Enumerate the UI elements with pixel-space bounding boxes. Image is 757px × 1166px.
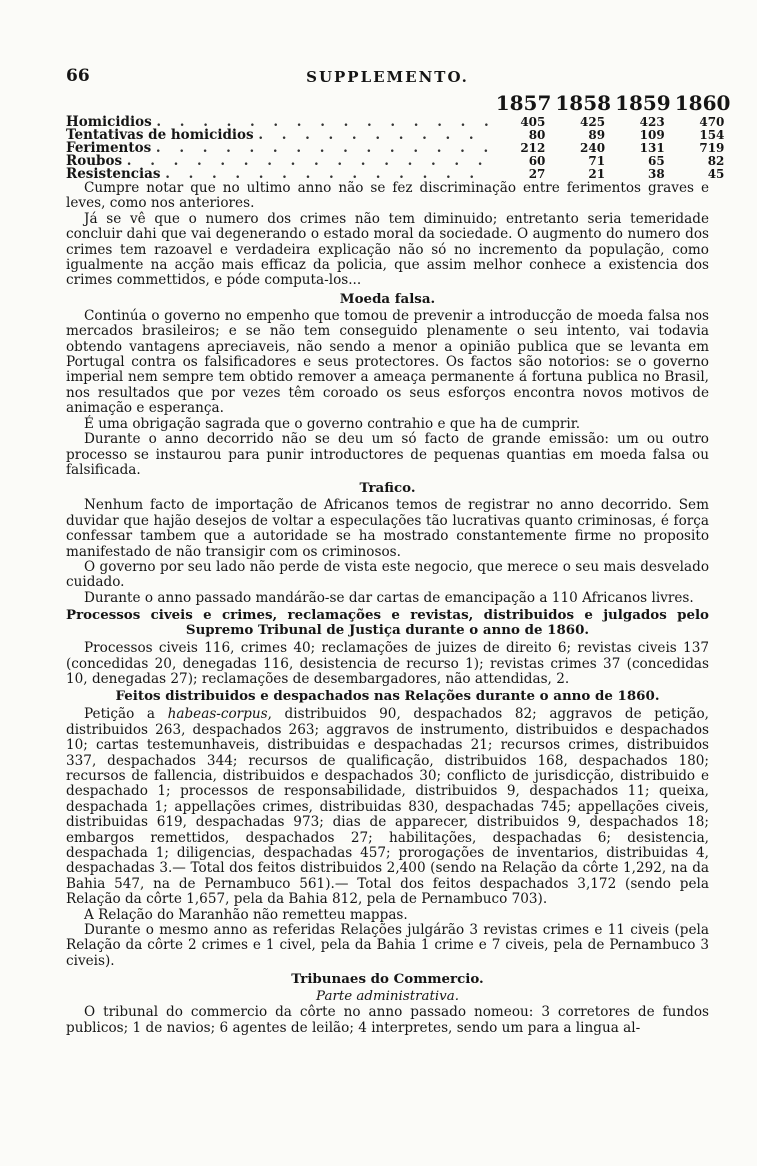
- section-subtitle: Parte administrativa.: [316, 989, 459, 1005]
- text-run-italic: habeas-corpus: [167, 706, 268, 723]
- table-cell: 719: [699, 141, 725, 155]
- section-title-feitos: Feitos distribuidos e despachados nas Relações durante o anno de 1860.: [115, 688, 660, 705]
- page-number: 66: [66, 66, 90, 86]
- section-title-tribunaes: Tribunaes do Commercio.: [291, 971, 484, 988]
- text-run: , distribuidos 90, despachados 82; aggravos de petição, distribuidos 263, despachados 263; aggravos de instrumento, distribuidos e despachados 10; cartas testemunhaveis, distribuidas e despachadas 21; recursos crimes, distribuidos 337, despachados 344; recursos de qualificação, distribuidos 168, despachados 180; recursos de fallencia, distribuidos e despachados 30; conflicto de jurisdicção, distribuido e despachado 1; processos de responsabilidade, distribuidos 9, despachados 11; queixa, despachada 1; appellações crimes, distribuidas 830, despachadas 745; appellações civeis, distribuidas 619, despachadas 973; dias de apparecer, distribuidos 9, despachados 18; embargos remettidos, despachados 27; habilitações, despachadas 6; desistencia, despachada 1; diligencias, despachadas 457; prorogações de inventarios, distribuidas 4, despachadas 3.— Total dos feitos distribuidos 2,400 (sendo na Relação da côrte 1,292, na da Bahia 547, na de Pernambuco 561).— Total dos feitos despachados 3,172 (sendo pela Relação da côrte 1,657, pela da Bahia 812, pela de Pernambuco 703).: [66, 706, 709, 908]
- table-cell: 425: [580, 115, 606, 129]
- table-row: Resistencias . . . . . . . . . . . . . . 27 21 38 45: [66, 168, 734, 181]
- paragraph: Durante o mesmo anno as referidas Relações julgárão 3 revistas crimes e 11 civeis (pela Relação da côrte 2 crimes e 1 civel, pela da Bahia 1 crime e 7 civeis, pela de Pernambuco 3 civeis).: [66, 922, 709, 969]
- table-row: Homicidios . . . . . . . . . . . . . . . 405 425 423 470: [66, 116, 734, 129]
- table-cell: 154: [699, 128, 725, 142]
- year-1858: 1858: [555, 91, 612, 115]
- table-cell: 423: [639, 115, 665, 129]
- table-row: Roubos . . . . . . . . . . . . . . . . 60 71 65 82: [66, 155, 734, 168]
- running-head: SUPPLEMENTO.: [306, 68, 469, 86]
- paragraph: Já se vê que o numero dos crimes não tem diminuido; entretanto seria temeridade concluir dahi que vai degenerando o estado moral da sociedade. O augmento do numero dos crimes tem razoavel e verdadeira explicação não só no incremento da população, como igualmente na acção mais efficaz da policia, que assim melhor conhece a existencia dos crimes commettidos, e póde computa-los...: [66, 210, 709, 289]
- table-cell: 38: [648, 167, 665, 181]
- paragraph: É uma obrigação sagrada que o governo contrahio e que ha de cumprir.: [84, 415, 581, 432]
- year-1860: 1860: [674, 91, 731, 115]
- table-row: Tentativas de homicidios . . . . . . . . . . 80 89 109 154: [66, 129, 734, 142]
- paragraph: A Relação do Maranhão não remetteu mappas.: [84, 906, 408, 923]
- table-cell: 60: [528, 154, 546, 168]
- paragraph: Durante o anno decorrido não se deu um só facto de grande emissão: um ou outro processo se instaurou para punir introductores de pequenas quantias em moeda falsa ou falsificada.: [66, 431, 709, 478]
- table-cell: 82: [707, 154, 725, 168]
- year-1859: 1859: [615, 91, 671, 115]
- section-title-line: Supremo Tribunal de Justiça durante o anno de 1860.: [185, 622, 590, 639]
- paragraph: Durante o anno passado mandárão-se dar cartas de emancipação a 110 Africanos livres.: [84, 589, 694, 606]
- table-cell: 65: [648, 154, 665, 168]
- page: [66, 62, 731, 1036]
- section-title-moeda-falsa: Moeda falsa.: [339, 290, 436, 307]
- section-title-processos: [66, 608, 709, 638]
- table-cell: 470: [699, 115, 725, 129]
- table-cell: 27: [528, 167, 546, 181]
- section-title-trafico: Trafico.: [359, 480, 416, 497]
- table-cell: 45: [707, 167, 725, 181]
- paragraph: Cumpre notar que no ultimo anno não se fez discriminação entre ferimentos graves e leves, como nos anteriores.: [66, 180, 709, 212]
- paragraph: O tribunal do commercio da côrte no anno passado nomeou: 3 corretores de fundos publicos; 1 de navios; 6 agentes de leilão; 4 interpretes, sendo um para a lingua al-: [66, 1004, 709, 1036]
- row-label: Resistencias: [66, 166, 161, 182]
- table-cell: 89: [588, 128, 606, 142]
- table-row: Ferimentos . . . . . . . . . . . . . . . 212 240 131 719: [66, 142, 734, 155]
- table-cell: 405: [520, 115, 546, 129]
- paragraph: Continúa o governo no empenho que tomou de prevenir a introducção de moeda falsa nos mercados brasileiros; e se não tem conseguido plenamente o seu intento, vai todavia obtendo vantagens apreciaveis, não sendo a menor a opinião publica que se levanta em Portugal contra os falsificadores e seus protectores. Os factos são notorios: se o governo imperial nem sempre tem obtido remover a ameaça permanente á fortuna publica no Brasil, nos resultados que por vezes têm coroado os seus esforços encontra novos motivos de animação e esperança.: [66, 307, 709, 417]
- paragraph: O governo por seu lado não perde de vista este negocio, que merece o seu mais desvelado cuidado.: [66, 558, 709, 591]
- paragraph: Nenhum facto de importação de Africanos temos de registrar no anno decorrido. Sem duvidar que hajão desejos de voltar a especulações tão lucrativas quanto criminosas, é força confessar tambem que a autoridade se ha mostrado constantemente firme no proposito manifestado de não transigir com os criminosos.: [66, 497, 709, 560]
- row-label: Ferimentos: [66, 140, 152, 156]
- paragraph: Processos civeis 116, crimes 40; reclamações de juizes de direito 6; revistas civeis 137 (concedidas 20, denegadas 116, desistencia de recurso 1); revistas crimes 37 (concedidas 10, denegadas 27); reclamações de desembargadores, não attendidas, 2.: [66, 640, 709, 687]
- page-header: [66, 62, 709, 90]
- table-cell: 80: [528, 128, 546, 142]
- table-cell: 71: [588, 154, 606, 168]
- text-run: Petição a: [84, 706, 168, 723]
- section-title-line: Processos civeis e crimes, reclamações e revistas, distribuidos e julgados pelo: [66, 607, 709, 624]
- crime-statistics-table: [66, 90, 734, 181]
- year-1857: 1857: [495, 91, 552, 115]
- row-label: Homicidios: [66, 114, 152, 130]
- table-cell: 109: [639, 128, 665, 142]
- row-label: Tentativas de homicidios: [66, 127, 254, 143]
- table-cell: 240: [580, 141, 606, 155]
- table-cell: 131: [639, 141, 665, 155]
- table-header-row: [66, 90, 734, 116]
- row-label: Roubos: [66, 153, 123, 169]
- table-cell: 21: [588, 167, 606, 181]
- paragraph: [66, 707, 709, 907]
- table-cell: 212: [520, 141, 546, 155]
